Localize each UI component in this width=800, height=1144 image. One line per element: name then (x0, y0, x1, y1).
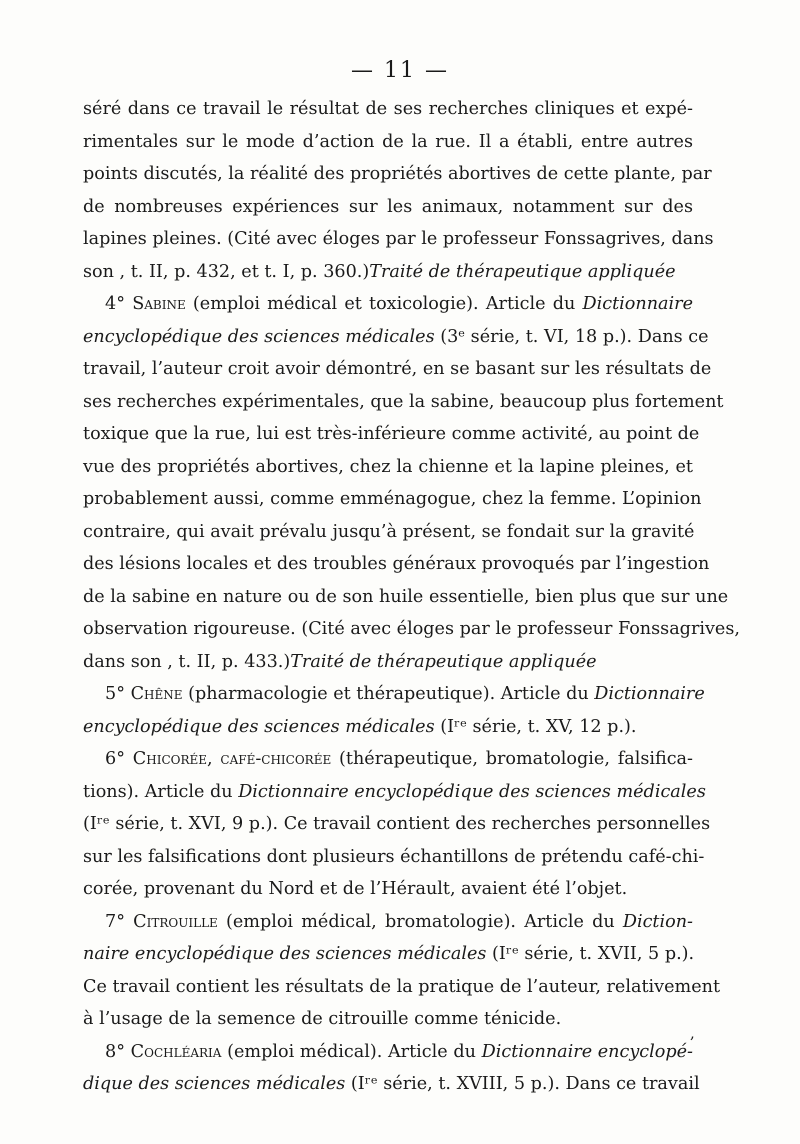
text-run: à l’usage de la semence de citrouille comme ténicide. (83, 1009, 562, 1029)
paragraph (83, 906, 721, 1036)
entry-heading: Chêne (130, 684, 183, 704)
text-run: vue des propriétés abortives, chez la chienne et la lapine pleines, et (83, 456, 693, 477)
text-line (83, 126, 693, 159)
text-line (83, 1068, 700, 1101)
text-run: 4° (105, 294, 133, 314)
text-run: dans son (83, 651, 168, 672)
text-run: de nombreuses expériences sur les animaux, notamment sur des (83, 196, 693, 217)
page-number: — 11 — (351, 58, 449, 83)
text-line (83, 678, 705, 711)
text-line (83, 743, 693, 776)
text-run: des lésions locales et des troubles généraux provoqués par l’ingestion (83, 554, 710, 574)
paragraph (83, 743, 711, 906)
text-run: , t. II, p. 433.) (167, 651, 291, 672)
trailing-mark: , (690, 1024, 695, 1042)
text-line (83, 646, 693, 679)
text-run: probablement aussi, comme emménagogue, chez la femme. L’opinion (83, 489, 702, 509)
text-line (83, 256, 693, 289)
text-line (83, 288, 693, 321)
text-run: séré dans ce travail le résultat de ses recherches cliniques et expé- (83, 99, 693, 119)
text-run: corée, provenant du Nord et de l’Hérault, avaient été l’objet. (83, 879, 628, 899)
text-run: lapines pleines. (Cité avec éloges par le professeur Fonssagrives, dans (83, 229, 714, 249)
text-run: 5° (105, 684, 131, 704)
italic-title: encyclopédique des sciences médicales (83, 716, 435, 737)
text-run: contraire, qui avait prévalu jusqu’à présent, se fondait sur la gravité (83, 521, 695, 542)
text-line (83, 1003, 693, 1036)
text-line (83, 613, 740, 646)
text-line (83, 906, 693, 939)
text-line (83, 873, 693, 906)
text-line (83, 516, 693, 549)
text-line (83, 483, 702, 516)
text-line (83, 321, 709, 354)
text-line (83, 191, 693, 224)
text-run: (emploi médical). Article du (221, 1041, 482, 1062)
italic-title: Dictionnaire encyclopédique des sciences médicales (238, 781, 706, 802)
italic-title: Dictionnaire (594, 684, 705, 704)
text-line (83, 776, 706, 809)
text-line (83, 938, 693, 971)
text-line (83, 711, 693, 744)
text-run: rimentales sur le mode d’action de la rue. Il a établi, entre autres (83, 131, 693, 152)
text-line (83, 1036, 693, 1069)
text-run: (Iʳᵉ série, t. XVIII, 5 p.). Dans ce travail (345, 1074, 700, 1094)
text-run: , t. II, p. 432, et t. I, p. 360.) (119, 261, 370, 282)
paragraph (83, 678, 705, 743)
italic-title: Diction- (622, 911, 693, 932)
text-run: (emploi médical et toxicologie). Article du (185, 294, 583, 314)
text-line (83, 223, 714, 256)
text-run: points discutés, la réalité des propriétés abortives de cette plante, par (83, 164, 712, 184)
text-run: (Iʳᵉ série, t. XV, 12 p.). (434, 716, 637, 737)
text-run: toxique que la rue, lui est très-inférieure comme activité, au point de (83, 424, 700, 444)
text-line (83, 451, 693, 484)
text-run: travail, l’auteur croit avoir démontré, en se basant sur les résultats de (83, 359, 712, 379)
text-line (83, 971, 721, 1004)
italic-title: dique des sciences médicales (83, 1074, 346, 1094)
text-run: sur les falsifications dont plusieurs échantillons de prétendu café-chi- (83, 846, 705, 867)
text-line (83, 418, 700, 451)
paragraph (83, 93, 714, 288)
paragraph (83, 1036, 700, 1101)
text-run: (thérapeutique, bromatologie, falsifica- (331, 749, 693, 769)
text-run: de la sabine en nature ou de son huile essentielle, bien plus que sur une (83, 586, 729, 607)
italic-title: Dictionnaire (582, 294, 693, 314)
text-run: (Iʳᵉ série, t. XVII, 5 p.). (486, 944, 695, 964)
text-run: observation rigoureuse. (Cité avec éloges par le professeur Fonssagrives, (83, 619, 740, 639)
italic-title: encyclopédique des sciences médicales (83, 326, 435, 347)
italic-title: Traité de thérapeutique appliquée (369, 261, 676, 282)
text-run: son (83, 261, 120, 282)
text-run: ses recherches expérimentales, que la sabine, beaucoup plus fortement (83, 391, 724, 412)
text-run: (emploi médical, bromatologie). Article du (217, 911, 623, 932)
text-line (83, 93, 693, 126)
entry-heading: Chicorée, café-chicorée (132, 749, 332, 769)
text-run: 6° (105, 749, 133, 769)
text-run: (pharmacologie et thérapeutique). Article du (182, 684, 595, 704)
text-run: 8° (105, 1041, 131, 1062)
text-run: 7° (105, 911, 134, 932)
entry-heading: Sabine (132, 294, 186, 314)
body-text (83, 93, 740, 1101)
text-line (83, 808, 711, 841)
text-run: (Iʳᵉ série, t. XVI, 9 p.). Ce travail contient des recherches personnelles (83, 814, 711, 834)
italic-title: Traité de thérapeutique appliquée (290, 651, 597, 672)
text-line (83, 158, 712, 191)
text-run: Ce travail contient les résultats de la pratique de l’auteur, relativement (83, 976, 721, 997)
text-line (83, 581, 729, 614)
italic-title: naire encyclopédique des sciences médicales (83, 944, 487, 964)
entry-heading: Citrouille (133, 911, 218, 932)
paragraph (83, 288, 740, 678)
text-line (83, 548, 710, 581)
text-run: (3ᵉ série, t. VI, 18 p.). Dans ce (434, 326, 709, 347)
entry-heading: Cochléaria (130, 1041, 222, 1062)
text-line (83, 353, 712, 386)
text-run: tions). Article du (83, 781, 239, 802)
text-line (83, 386, 724, 419)
text-line (83, 841, 705, 874)
italic-title: Dictionnaire encyclopé- (481, 1041, 694, 1062)
